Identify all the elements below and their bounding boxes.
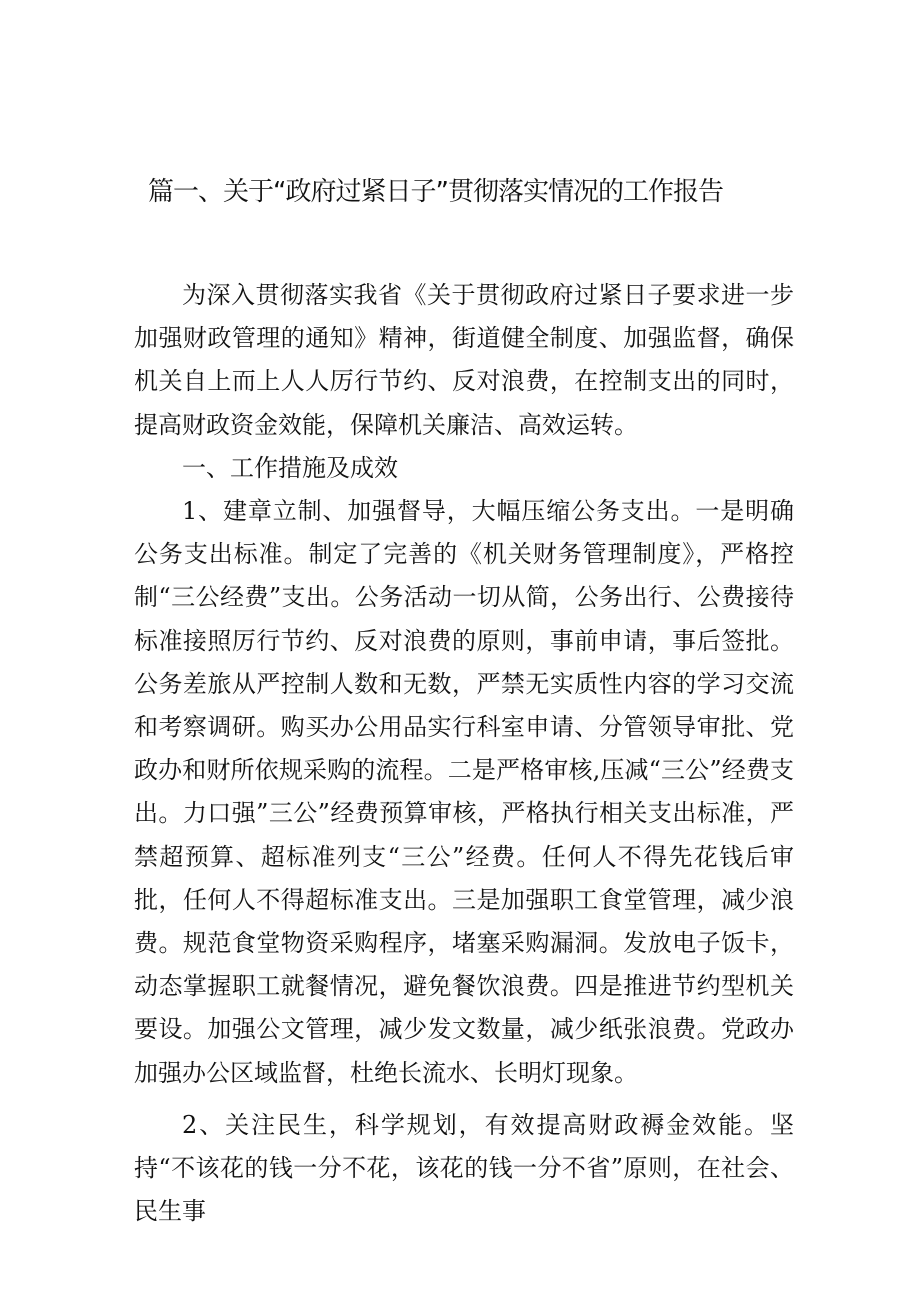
paragraph-measures-2: 2、关注民生，科学规划，有效提高财政褥金效能。坚持“不该花的钱一分不花，该花的钱一分不省”原则，在社会、民生事 bbox=[134, 1111, 794, 1226]
section-heading: 一、工作措施及成效 bbox=[182, 454, 398, 482]
paragraph-measures-1: 1、建章立制、加强督导，大幅压缩公务支出。一是明确公务支出标准。制定了完善的《机关财务管理制度》，严格控制“三公经费”支出。公务活动一切从简，公务出行、公费接待标准接照厉行节约、反对浪费的原则，事前申请，事后签批。公务差旅从严控制人数和无数，严禁无实质性内容的学习交流和考察调研。购买办公用品实行科室申请、分管领导审批、党政办和财所依规采购的流程。二是严格审核,压减“三公”经费支出。力口强”三公”经费预算审核，严格执行相关支出标准，严禁超预算、超标准列支“三公”经费。任何人不得先花钱后审批，任何人不得超标准支出。三是加强职工食堂管理，减少浪费。规范食堂物资采购程序，堵塞采购漏洞。发放电子饭卡，动态掌握职工就餐情况，避免餐饮浪费。四是推进节约型机关要设。加强公文管理，减少发文数量，减少纸张浪费。党政办加强办公区域监督，杜绝长流水、长明灯现象。 bbox=[134, 497, 794, 1087]
document-title: 篇一、关于“政府过紧日子”贯彻落实情况的工作报告 bbox=[148, 177, 723, 207]
intro-paragraph: 为深入贯彻落实我省《关于贯彻政府过紧日子要求进一步加强财政管理的通知》精神，街道健全制度、加强监督，确保机关自上而上人人厉行节约、反对浪费，在控制支出的同时，提高财政资金效能，保障机关廉洁、高效运转。 bbox=[134, 281, 794, 439]
